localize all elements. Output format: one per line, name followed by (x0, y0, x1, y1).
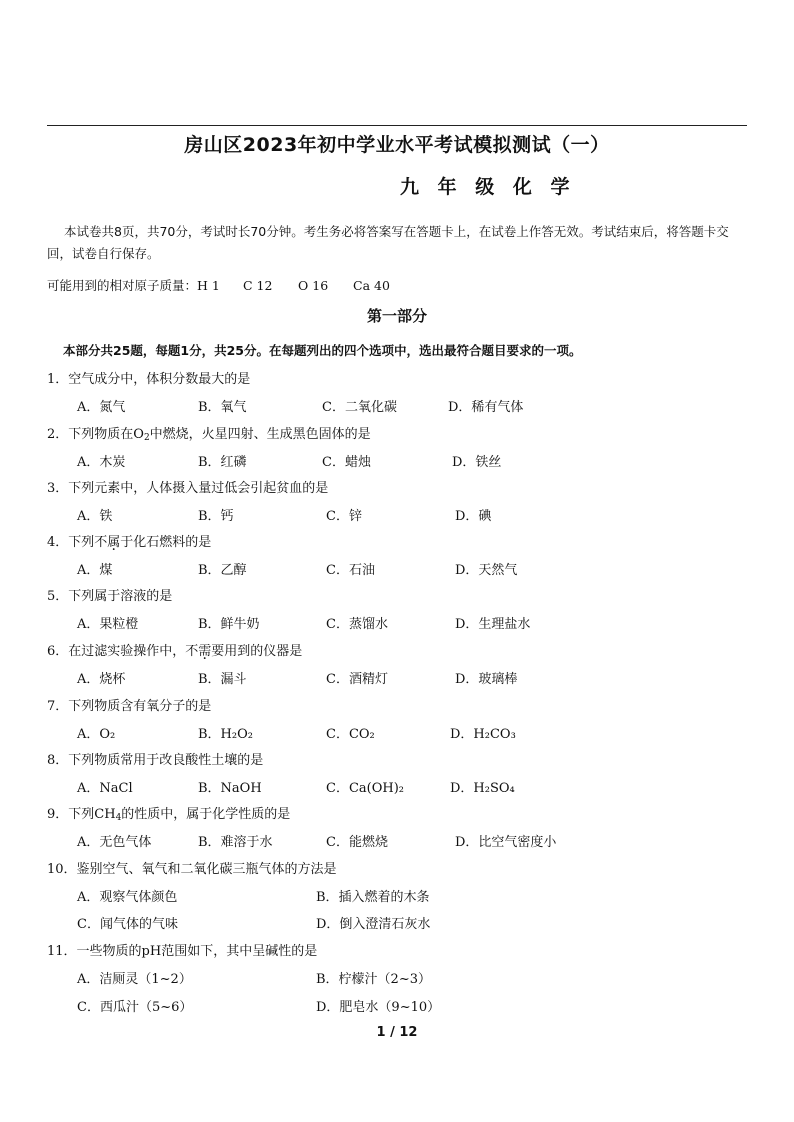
option: C．蒸馏水 (326, 617, 388, 632)
option: A．O₂ (77, 727, 116, 742)
stem-text: 化石燃料的是 (133, 535, 212, 550)
option: C．CO₂ (326, 727, 375, 742)
option: D．肥皂水（9~10） (316, 1000, 441, 1015)
option: C．闻气体的气味 (77, 917, 178, 932)
question-stem (47, 803, 290, 823)
page-number: 1 / 12 (376, 1025, 418, 1040)
question-stem: 10．鉴别空气、氧气和二氧化碳三瓶气体的方法是 (47, 862, 337, 877)
exam-instructions: 本试卷共8页，共70分，考试时长70分钟。考生务必将答案写在答题卡上，在试卷上作答无效。考试结束后，将答题卡交回，试卷自行保存。 (47, 224, 729, 261)
header-rule (47, 125, 747, 126)
question-stem (47, 640, 302, 659)
option: B．H₂O₂ (198, 727, 253, 742)
option: A．煤 (77, 563, 113, 578)
option: D．生理盐水 (455, 617, 531, 632)
option: B．难溶于水 (198, 835, 273, 850)
exam-title: 房山区2023年初中学业水平考试模拟测试（一） (184, 134, 610, 156)
option: A．木炭 (77, 455, 126, 470)
section-instruction: 本部分共25题，每题1分，共25分。在每题列出的四个选项中，选出最符合题目要求的一项。 (63, 343, 582, 358)
emphasis-text: 不属于 (94, 535, 134, 550)
option: D．H₂CO₃ (450, 727, 516, 742)
option: D．稀有气体 (448, 400, 524, 415)
option: C．西瓜汁（5~6） (77, 1000, 193, 1015)
stem-text: 的性质中，属于化学性质的是 (121, 807, 291, 822)
question-stem: 5．下列属于溶液的是 (47, 589, 173, 604)
option: A．铁 (77, 509, 113, 524)
atomic-mass: C 12 (243, 278, 273, 293)
option: C．二氧化碳 (322, 400, 397, 415)
stem-text: 4．下列 (47, 535, 95, 550)
option: B．钙 (198, 509, 234, 524)
option: B．柠檬汁（2~3） (316, 972, 431, 987)
stem-text: 9．下列CH (47, 807, 116, 822)
section-title: 第一部分 (366, 307, 427, 325)
option: D．H₂SO₄ (450, 781, 515, 796)
stem-text: 用到的仪器是 (224, 644, 303, 659)
question-stem: 7．下列物质含有氧分子的是 (47, 699, 212, 714)
atomic-masses-label: 可能用到的相对原子质量： (47, 278, 198, 293)
stem-text: 中燃烧，火星四射、生成黑色固体的是 (149, 427, 371, 442)
option: C．酒精灯 (326, 672, 388, 687)
option: C．Ca(OH)₂ (326, 781, 404, 796)
option: D．天然气 (455, 563, 518, 578)
option: A．氮气 (77, 400, 126, 415)
option: C．能燃烧 (326, 835, 388, 850)
option: D．倒入澄清石灰水 (316, 917, 431, 932)
question-stem: 8．下列物质常用于改良酸性土壤的是 (47, 753, 264, 768)
question-stem (47, 423, 371, 443)
option: B．插入燃着的木条 (316, 890, 430, 905)
option: C．蜡烛 (322, 455, 371, 470)
option: B．NaOH (198, 781, 262, 796)
option: A．洁厕灵（1~2） (77, 972, 192, 987)
atomic-mass: Ca 40 (353, 278, 390, 293)
option: B．氧气 (198, 400, 247, 415)
atomic-masses (47, 276, 390, 294)
emphasis-text: 不需要 (185, 644, 225, 659)
question-stem: 1．空气成分中，体积分数最大的是 (47, 372, 251, 387)
question-stem: 11．一些物质的pH范围如下，其中呈碱性的是 (47, 944, 318, 959)
option: C．锌 (326, 509, 362, 524)
option: C．石油 (326, 563, 375, 578)
atomic-mass: O 16 (298, 278, 329, 293)
option: A．烧杯 (77, 672, 126, 687)
option: D．比空气密度小 (455, 835, 557, 850)
exam-subtitle: 九 年 级 化 学 (400, 176, 576, 198)
subscript: 4 (115, 813, 122, 823)
option: B．乙醇 (198, 563, 247, 578)
option: B．鲜牛奶 (198, 617, 260, 632)
option: A．NaCl (77, 781, 133, 796)
option: A．观察气体颜色 (77, 890, 178, 905)
atomic-mass: H 1 (197, 278, 220, 293)
stem-text: 6．在过滤实验操作中， (47, 644, 186, 659)
option: B．红磷 (198, 455, 247, 470)
question-stem (47, 531, 211, 550)
option: B．漏斗 (198, 672, 247, 687)
question-stem: 3．下列元素中，人体摄入量过低会引起贫血的是 (47, 481, 329, 496)
option: A．果粒橙 (77, 617, 139, 632)
subscript: 2 (143, 433, 150, 443)
option: D．玻璃棒 (455, 672, 518, 687)
stem-text: 2．下列物质在O (47, 427, 144, 442)
option: D．碘 (455, 509, 492, 524)
option: A．无色气体 (77, 835, 152, 850)
option: D．铁丝 (452, 455, 502, 470)
